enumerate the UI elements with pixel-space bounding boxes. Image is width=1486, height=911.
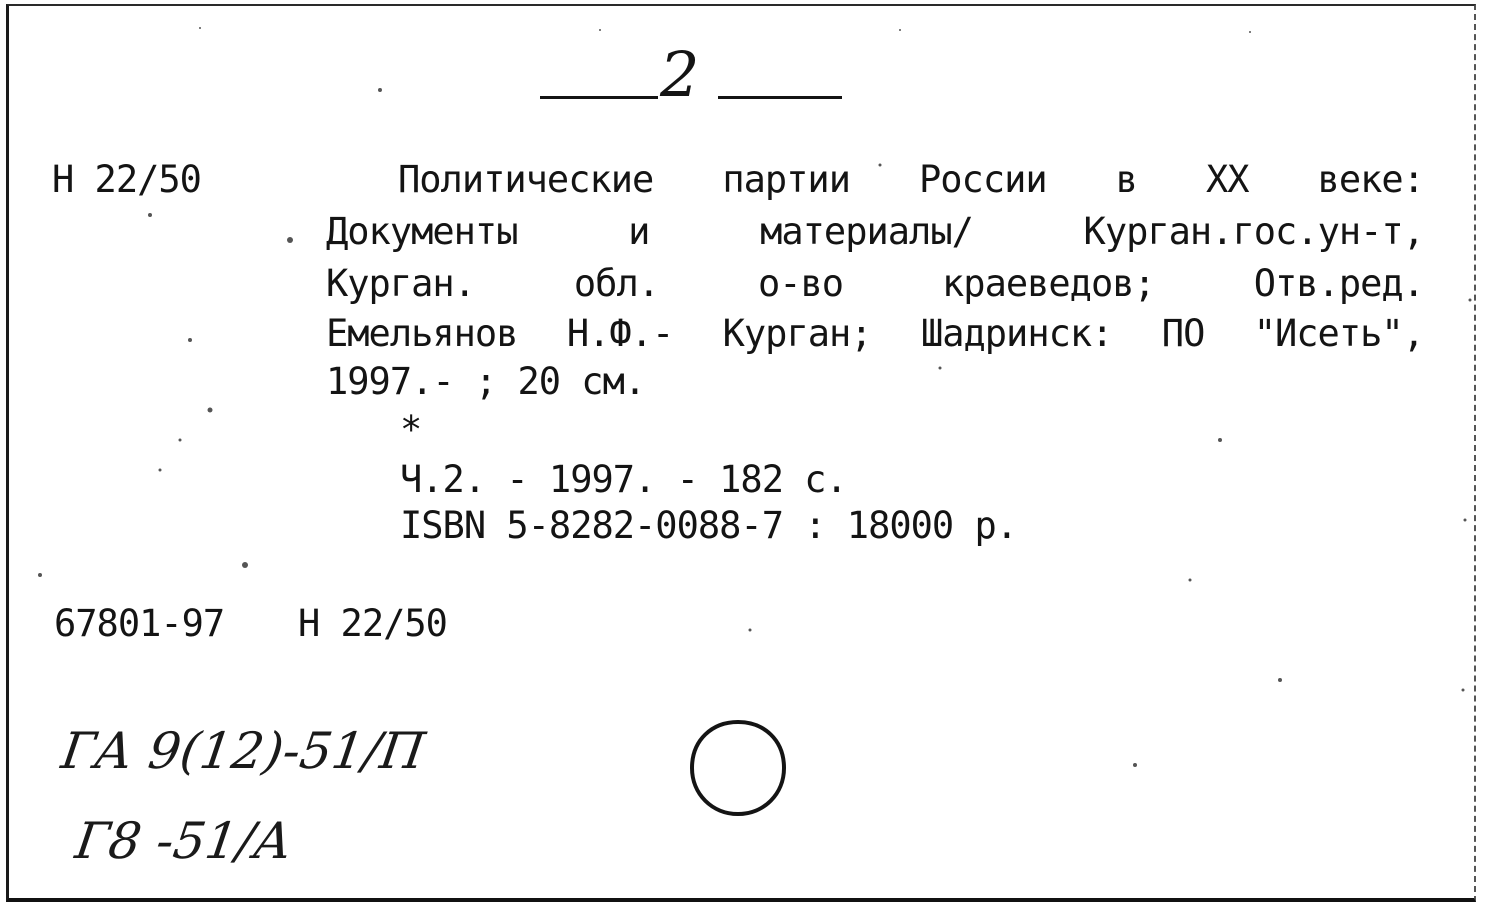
entry-line-3 [326,260,1424,308]
entry-word: обл. [573,262,659,305]
entry-word: Курган. [326,262,475,305]
handwritten-note-2: Г8 -51/А [71,812,297,870]
entry-word: Курган.гос.ун-т, [1083,210,1424,253]
entry-word: в [1115,158,1137,201]
entry-word: Отв.ред. [1253,262,1424,305]
entry-word: Документы [326,210,518,253]
isbn-line: ISBN 5-8282-0088-7 : 18000 р. [400,504,1018,547]
entry-word: Емельянов [326,312,518,355]
entry-word: веке: [1317,158,1424,201]
entry-word: Курган; [722,312,872,355]
entry-word: XX [1205,158,1249,201]
stamp-circle-icon [688,718,788,818]
entry-word: Политические [398,158,654,201]
entry-line-1 [398,156,1424,204]
page-number-rule-left [540,96,658,99]
entry-line-2 [326,208,1424,256]
entry-word: России [919,158,1047,201]
entry-word: о-во [757,262,844,305]
entry-word: Шадринск: [920,312,1113,355]
page-number-rule-right [718,96,842,99]
entry-word: партии [722,158,850,201]
entry-word: Н.Ф.- [566,312,674,355]
shelf-mark: Н 22/50 [52,158,201,201]
part-line: Ч.2. - 1997. - 182 с. [400,458,847,501]
entry-word: ПО [1161,312,1205,355]
accession-shelf-mark: Н 22/50 [298,602,447,645]
entry-word: и [628,210,650,253]
asterisk: * [400,408,422,451]
page-number: 2 [660,38,700,111]
entry-line-5: 1997.- ; 20 см. [326,360,646,403]
handwritten-note-1: ГА 9(12)-51/П [57,722,429,780]
entry-word: материалы/ [760,210,973,253]
accession-number: 67801-97 [54,602,225,645]
entry-word: "Исеть", [1253,312,1424,355]
entry-word: краеведов; [942,262,1155,305]
entry-line-4 [326,310,1424,358]
